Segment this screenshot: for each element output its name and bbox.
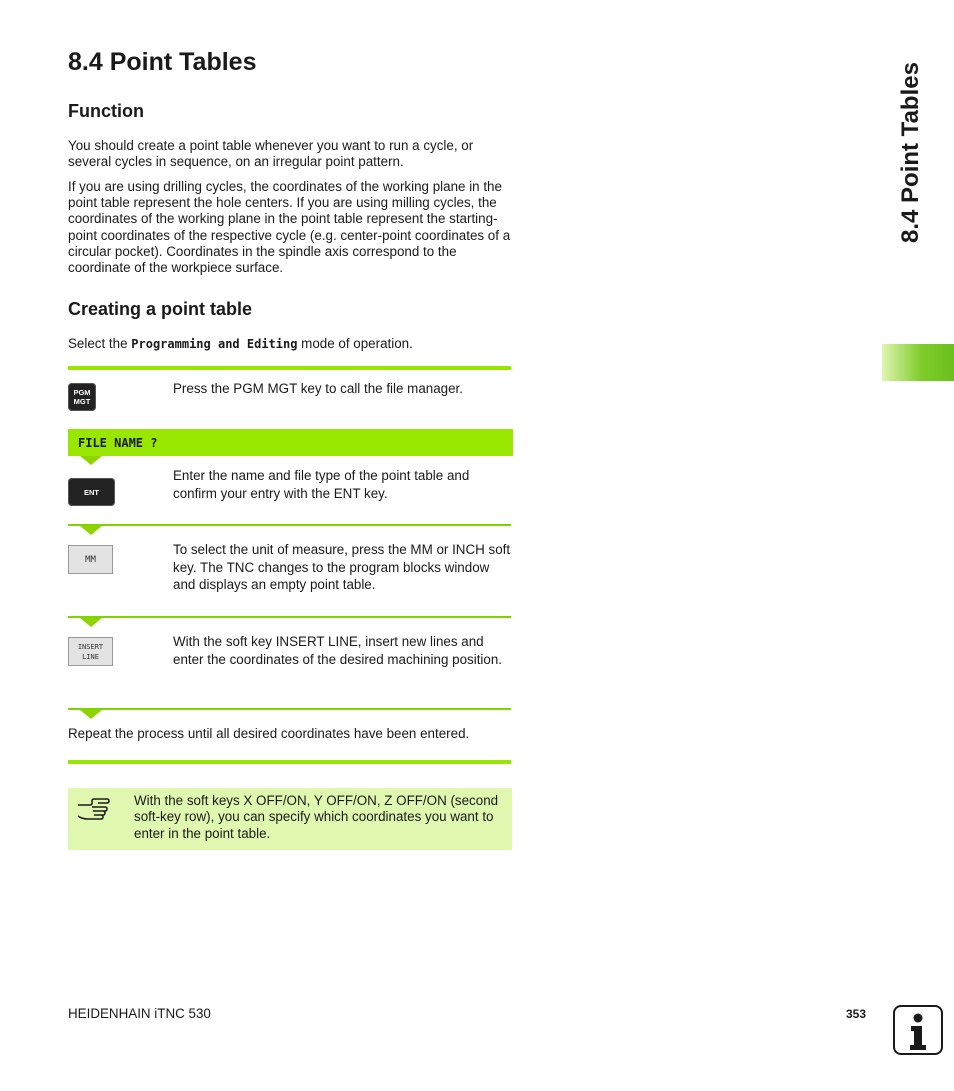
step-pgm-mgt-text: Press the PGM MGT key to call the file manager. [173,381,463,396]
step-divider-2 [68,616,511,618]
step-arrow-3 [80,618,102,627]
step-mm-text: To select the unit of measure, press the MM or INCH soft key. The TNC changes to the program blocks window and displays an empty point table. [173,542,511,592]
sidebar-title: 8.4 Point Tables [897,62,924,243]
mode-name: Programming and Editing [131,337,298,351]
note-text: With the soft keys X OFF/ON, Y OFF/ON, Z OFF/ON (second soft-key row), you can specify which coordinates you want to enter in the point table. [134,793,499,841]
insert-line-softkey [68,637,113,666]
step-insert-line-text: With the soft key INSERT LINE, insert new lines and enter the coordinates of the desired machining position. [173,634,503,667]
step-ent-text: Enter the name and file type of the point table and confirm your entry with the ENT key. [173,468,470,501]
mm-softkey-label: MM [85,554,96,565]
pgm-mgt-key [68,383,96,411]
step-bottom-bar [68,760,511,764]
footer-product: HEIDENHAIN iTNC 530 [68,1006,211,1021]
page-number: 353 [846,1007,867,1021]
step-top-bar [68,366,511,370]
pointing-hand-icon [76,796,110,827]
insert-line-softkey-line1: INSERT [77,642,104,651]
insert-line-softkey-line2: LINE [82,652,99,661]
step-arrow-1 [80,456,102,465]
section-heading-function: Function [68,101,144,121]
prompt-text: FILE NAME ? [78,435,158,450]
step-divider-1 [68,524,511,526]
ent-key-label: ENT [84,487,99,497]
repeat-text: Repeat the process until all desired coordinates have been entered. [68,726,470,741]
step-arrow-2 [80,526,102,535]
prompt-bar [68,429,513,456]
pgm-mgt-key-line1: PGM [73,388,91,397]
intro-before: Select the [68,336,132,351]
ent-key [68,478,115,506]
step-arrow-4 [80,710,102,719]
function-paragraph-1: You should create a point table whenever you want to run a cycle, or several cycles in sequence, on an irregular point pattern. [68,138,474,170]
section-heading-creating: Creating a point table [68,299,253,319]
function-paragraph-2: If you are using drilling cycles, the coordinates of the working plane in the point table represent the hole centers. If you are using milling cycles, the coordinates of the working plane in the point table represent the starting-point coordinates of the respective cycle (e.g. center-point coordinates of a circular pocket). Coordinates in the spindle axis correspond to the coordinate of the workpiece surface. [68,179,511,276]
info-icon [893,1005,943,1055]
step-divider-3 [68,708,511,710]
creating-intro [68,336,512,352]
mm-softkey [68,545,113,574]
note-box [68,788,512,850]
intro-after: mode of operation. [297,336,413,351]
page-title: 8.4 Point Tables [68,48,257,76]
section-tab-marker [882,344,954,381]
pgm-mgt-key-line2: MGT [73,397,91,406]
